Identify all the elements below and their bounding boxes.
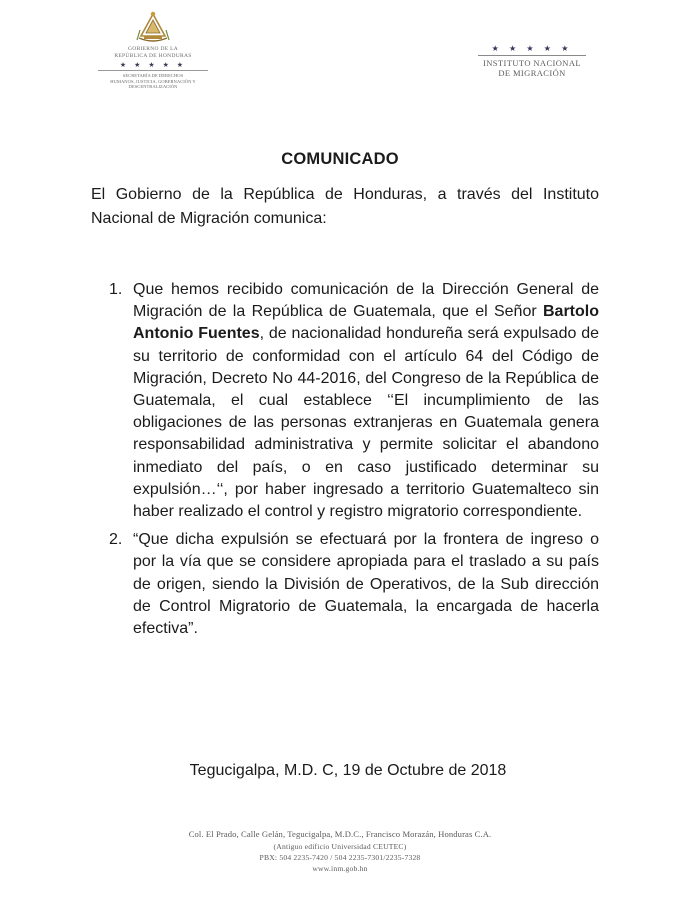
stars-decoration: ★ ★ ★ ★ ★ [491, 44, 573, 53]
item-number: 2. [109, 531, 123, 549]
item-text-end: , de nacionalidad hondureña será expulsado de su territorio de conformidad con el artículo 64 del Código de Migración, Decreto No 44-2016, del Congreso de la República de Guatemala, el cual establece ‘‘El incumplimiento de las obligaciones de las personas extranjeras en Guatemala genera responsabilidad administrativa y permite solicitar el abandono inmediato del país, o en caso justificado determinar su expulsión…‘‘, por haber ingresado a territorio Guatemalteco sin haber realizado el control y registro migratorio correspondiente. [133, 325, 599, 521]
person-name: Bartolo Antonio Fuentes [133, 303, 599, 343]
institute-name-line-1: INSTITUTO NACIONAL [483, 58, 581, 68]
footer-phones: PBX: 504 2235-7420 / 504 2235-7301/2235-7328 [259, 852, 421, 862]
footer [0, 829, 680, 874]
government-name-line-2: REPÚBLICA DE HONDURAS [114, 52, 192, 59]
migration-institute-logo [470, 44, 594, 78]
stars-decoration: ★ ★ ★ ★ ★ [119, 62, 187, 69]
footer-address: Col. El Prado, Calle Gelán, Tegucigalpa, M.D.C., Francisco Morazán, Honduras C.A. [188, 829, 492, 839]
government-name-line-1: GOBIERNO DE LA [127, 46, 179, 52]
government-logo [92, 10, 214, 90]
footer-building: (Antiguo edificio Universidad CEUTEC) [273, 841, 407, 851]
document-title: COMUNICADO [281, 150, 399, 168]
institute-name-line-2: DE MIGRACIÓN [498, 68, 566, 78]
logo-divider [98, 70, 208, 71]
honduras-coat-of-arms-icon [136, 10, 170, 46]
list-item [91, 529, 599, 640]
footer-website: www.inm.gob.hn [312, 863, 368, 873]
dateline: Tegucigalpa, M.D. C, 19 de Octubre de 2018 [189, 762, 507, 779]
logo-divider [478, 55, 586, 56]
item-text: “Que dicha expulsión se efectuará por la frontera de ingreso o por la vía que se considere apropiada para el traslado a su país de origen, siendo la División de Operativos, de la Sub dirección de Control Migratorio de Guatemala, la encargada de hacerla efectiva”. [133, 531, 599, 638]
item-text-start: Que hemos recibido comunicación de la Dirección General de Migración de la República de Guatemala, que el Señor [133, 281, 599, 321]
intro-paragraph: El Gobierno de la República de Honduras, a través del Instituto Nacional de Migración comunica: [91, 186, 599, 227]
list-item [91, 279, 599, 523]
secretariat-line-3: DESCENTRALIZACIÓN [128, 84, 178, 90]
numbered-list [91, 279, 599, 640]
item-number: 1. [109, 281, 123, 298]
secretariat-line-1: SECRETARÍA DE DERECHOS [122, 73, 184, 78]
secretariat-line-2: HUMANOS, JUSTICIA, GOBERNACIÓN Y [110, 78, 196, 84]
